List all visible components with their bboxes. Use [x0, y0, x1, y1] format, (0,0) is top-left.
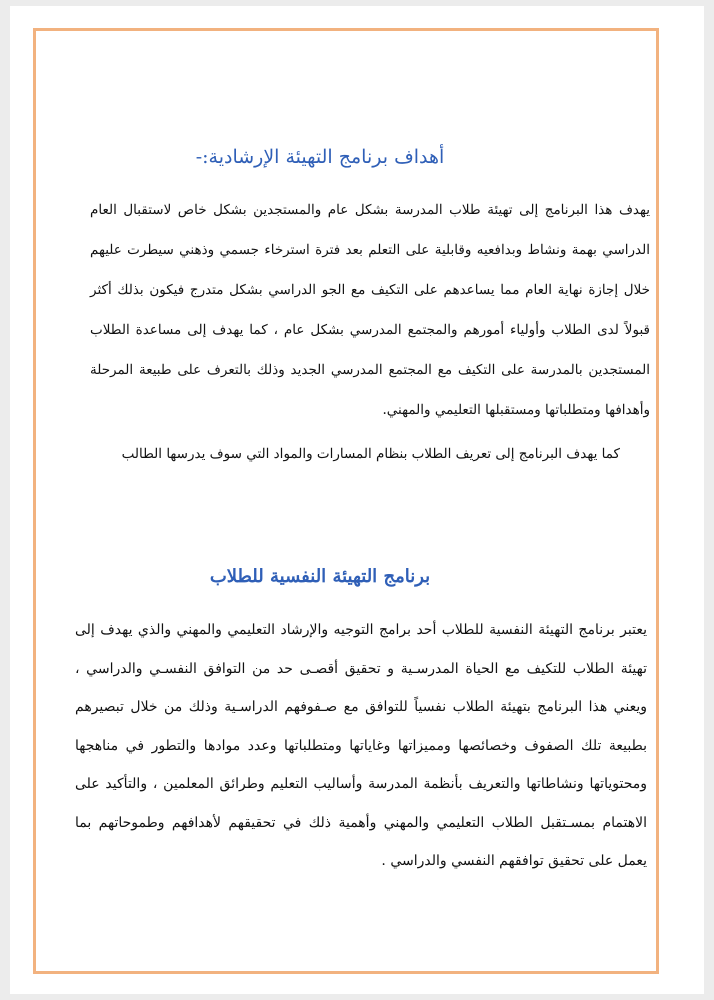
document-page [10, 6, 704, 994]
section1-paragraph: يهدف هذا البرنامج إلى تهيئة طلاب المدرسة بشكل عام والمستجدين بشكل خاص لاستقبال العام الدراسي بهمة ونشاط وبدافعيه وقابلية على التعلم بعد فترة استرخاء جسمي وذهني سيطرت عليهم خلال إجازة نهاية العام مما يساعدهم على التكيف مع الجو الدراسي بشكل متدرج فيكون بذلك أكثر قبولاً لدى الطلاب وأولياء أمورهم والمجتمع المدرسي بشكل عام ، كما يهدف إلى مساعدة الطلاب المستجدين بالمدرسة على التكيف مع المجتمع المدرسي الجديد وذلك بالتعرف على طبيعة المرحلة وأهدافها ومتطلباتها ومستقبلها التعليمي والمهني. [90, 202, 650, 418]
section1-heading: أهداف برنامج التهيئة الإرشادية:- [195, 146, 445, 168]
section2-paragraph: يعتبر برنامج التهيئة النفسية للطلاب أحد برامج التوجيه والإرشاد التعليمي والمهني والذي يهدف إلى تهيئة الطلاب للتكيف مع الحياة المدرسـية و تحقيق أقصـى حد من التوافق النفسـي والدراسي ، ويعني هذا البرنامج بتهيئة الطلاب نفسياً للتوافق مع صـفوفهم الدراسـية وذلك من خلال تبصيرهم بطبيعة تلك الصفوف وخصائصها ومميزاتها وغاياتها ومتطلباتها وعدد موادها والتطور في مناهجها ومحتوياتها ونشاطاتها والتعريف بأنظمة المدرسة وأساليب التعليم وطرائق المعلمين ، والتأكيد على الاهتمام بمسـتقبل الطلاب التعليمي والمهني وأهمية ذلك في تحقيقهم لأهدافهم وطموحاتهم بما يعمل على تحقيق توافقهم النفسي والدراسي . [75, 622, 647, 869]
section2-heading: برنامج التهيئة النفسية للطلاب [209, 566, 431, 587]
section1-paragraph2: كما يهدف البرنامج إلى تعريف الطلاب بنظام المسارات والمواد التي سوف يدرسها الطالب [121, 446, 620, 462]
